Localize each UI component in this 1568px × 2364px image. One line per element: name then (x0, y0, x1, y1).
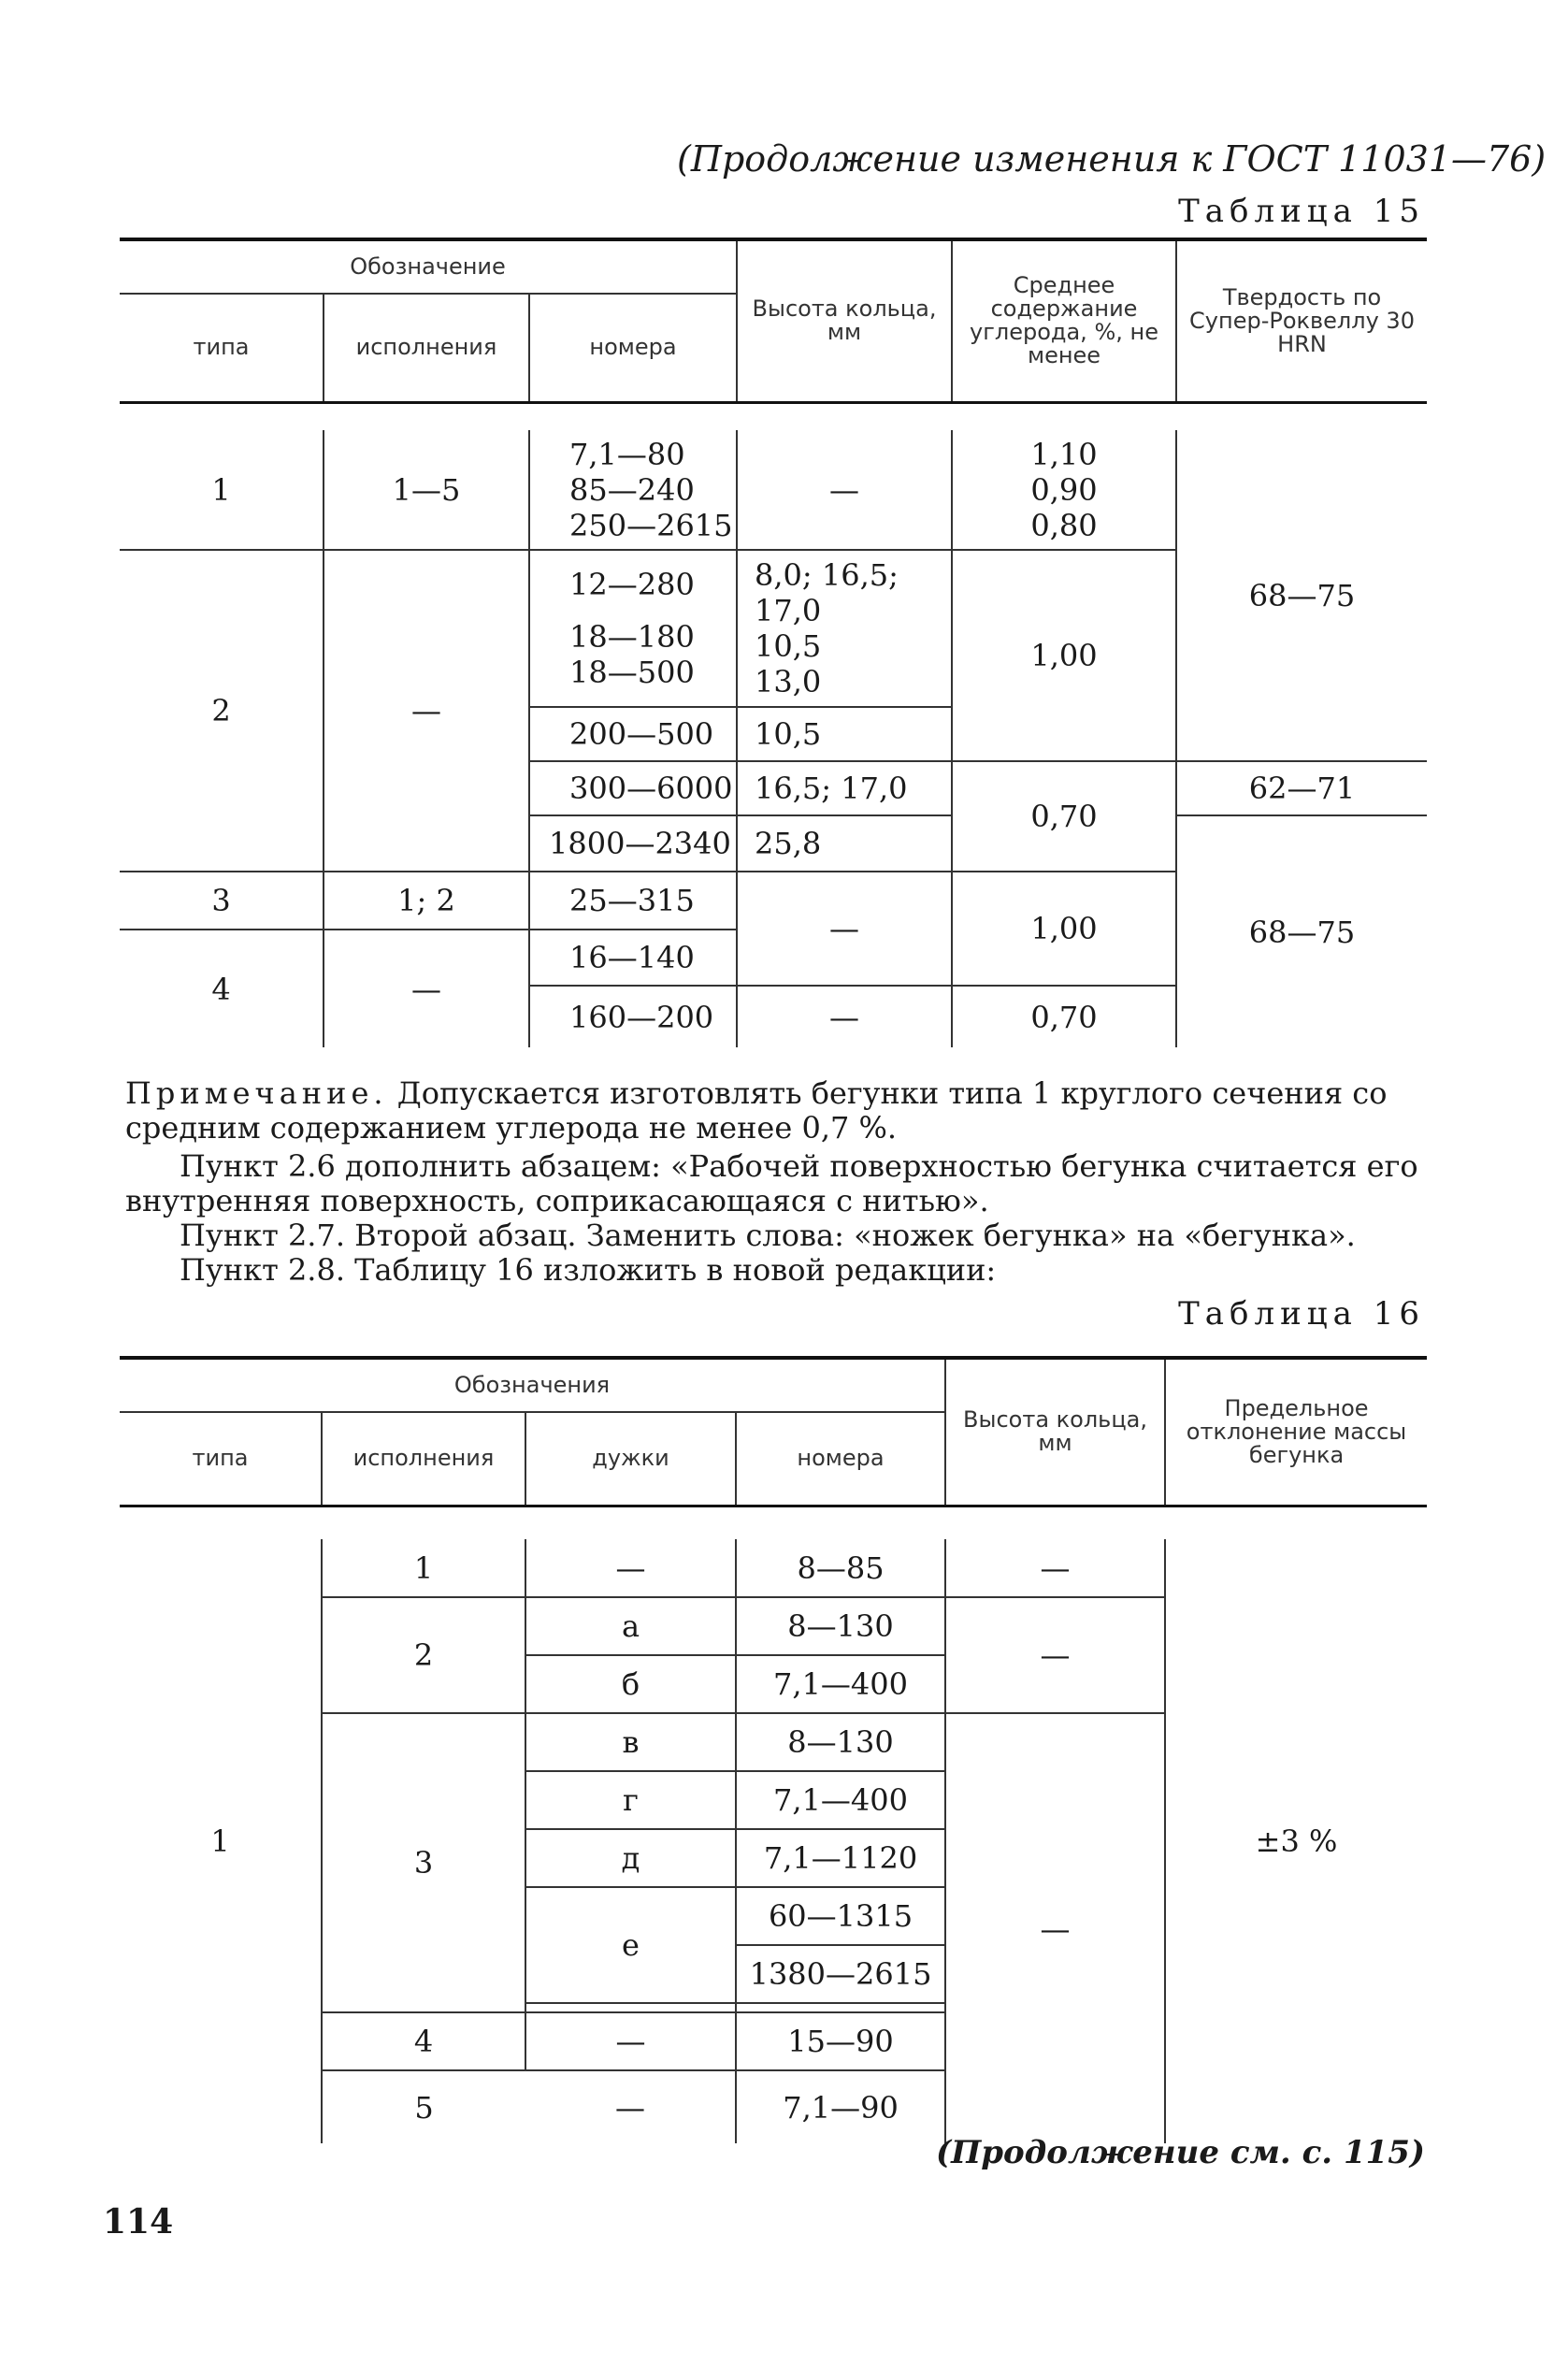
t16-height-1: — (945, 1539, 1165, 1597)
t15-variant-1: 1—5 (324, 430, 529, 550)
page-number: 114 (103, 2202, 174, 2241)
t15-carbon-cell (952, 430, 1176, 550)
header-carbon: Среднее содержание углерода, %, не менее (952, 239, 1176, 402)
t16-number-5: 7,1—400 (736, 1771, 945, 1829)
paragraph-2-6: Пункт 2.6 дополнить абзацем: «Рабочей поверхностью бегунка считается его внутренняя поверхность, соприкасающаяся с нитью». (125, 1148, 1418, 1218)
t16-bow-b: б (525, 1655, 736, 1713)
t15-number-cell (529, 430, 737, 550)
table-cell: 1,10 (1030, 436, 1098, 472)
t16-bow-a: а (525, 1597, 736, 1655)
t16-type-1: 1 (210, 1823, 230, 1859)
header-type: типа (120, 294, 324, 402)
t16-bow-g: г (525, 1771, 736, 1829)
t16-bow-1: — (525, 1539, 736, 1597)
t15-number-4b: 160—200 (529, 986, 737, 1047)
header-ring-height: Высота кольца, мм (737, 239, 952, 402)
header-type: типа (120, 1412, 322, 1506)
t15-number-4a: 16—140 (529, 930, 737, 986)
header-number: номера (736, 1412, 945, 1506)
table-cell: 18—500 (569, 655, 695, 690)
t16-variant-4: 4 (322, 2012, 525, 2070)
t15-variant-3: 1; 2 (324, 872, 529, 930)
t16-number-9: 15—90 (736, 2012, 945, 2070)
table-cell: 7,1—80 (569, 436, 685, 472)
t16-number-7: 60—1315 (736, 1887, 945, 1945)
note-label: Примечание. (125, 1075, 388, 1111)
header-hardness: Твердость по Супер-Роквеллу 30 HRN (1176, 239, 1427, 402)
t16-number-4: 8—130 (736, 1713, 945, 1771)
t15-variant-4: — (324, 930, 529, 1047)
t15-hardness-3: 68—75 (1176, 815, 1427, 1047)
t15-type-3: 3 (120, 872, 324, 930)
t15-variant-2: — (324, 550, 529, 872)
header-number: номера (529, 294, 737, 402)
continuation-header: (Продолжение изменения к ГОСТ 11031—76) (677, 138, 1546, 180)
t15-height-3: — (737, 872, 952, 986)
t16-number-6: 7,1—1120 (736, 1829, 945, 1887)
header-designation: Обозначение (120, 239, 737, 294)
table-cell: 10,5 (755, 628, 822, 664)
t16-number-2: 8—130 (736, 1597, 945, 1655)
table-15 (120, 238, 1427, 1047)
table-cell: 0,90 (1030, 471, 1098, 508)
table-16-caption: Таблица 16 (1178, 1295, 1425, 1333)
continued-note: (Продолжение см. с. 115) (936, 2134, 1425, 2171)
t16-bow-d: д (525, 1829, 736, 1887)
t16-variant-1: 1 (322, 1539, 525, 1597)
t15-carbon-3: 0,70 (952, 761, 1176, 872)
t16-variant-5: 5 (322, 2070, 525, 2143)
t16-bow-v: в (525, 1713, 736, 1771)
table-15-caption: Таблица 15 (1178, 193, 1425, 230)
t15-height-1: — (737, 430, 952, 550)
t15-height-2d: 10,5 (737, 707, 952, 761)
t15-height-2e: 16,5; 17,0 (737, 761, 952, 815)
t16-variant-2: 2 (322, 1597, 525, 1713)
header-deviation: Предельное отклонение массы бегунка (1165, 1358, 1427, 1506)
note-paragraph (125, 1076, 1427, 1146)
paragraph-2-8: Пункт 2.8. Таблицу 16 изложить в новой редакции: (180, 1252, 997, 1288)
t16-number-3: 7,1—400 (736, 1655, 945, 1713)
table-cell: 250—2615 (569, 507, 733, 543)
t15-number-cell (529, 550, 737, 707)
t16-variant-3: 3 (322, 1713, 525, 2012)
header-variant: исполнения (322, 1412, 525, 1506)
t15-hardness-1: 68—75 (1176, 430, 1427, 761)
t15-type-1: 1 (120, 430, 324, 550)
t15-height-4b: — (737, 986, 952, 1047)
table-cell: 18—180 (569, 619, 695, 655)
t15-carbon-5: 0,70 (952, 986, 1176, 1047)
t15-number-2d: 200—500 (529, 707, 737, 761)
t16-number-10: 7,1—90 (736, 2070, 945, 2143)
table-cell: 85—240 (569, 471, 695, 508)
t15-type-2: 2 (120, 550, 324, 872)
t16-bow-4: — (525, 2012, 736, 2070)
t15-carbon-4: 1,00 (952, 872, 1176, 986)
t15-number-2f: 1800—2340 (529, 815, 737, 872)
table-16 (120, 1356, 1427, 2143)
table-cell: 0,80 (1030, 507, 1098, 543)
paragraph-2-7: Пункт 2.7. Второй абзац. Заменить слова: «ножек бегунка» на «бегунка». (180, 1218, 1356, 1253)
t15-number-3: 25—315 (529, 872, 737, 930)
t16-bow-5: — (615, 2089, 645, 2126)
t15-height-2f: 25,8 (737, 815, 952, 872)
header-variant: исполнения (324, 294, 529, 402)
t16-deviation: ±3 % (1165, 1539, 1427, 2143)
note-text: Допускается изготовлять бегунки типа 1 круглого сечения со средним содержанием углерода не менее 0,7 %. (125, 1075, 1388, 1146)
t16-height-2: — (945, 1597, 1165, 1713)
t15-carbon-2: 1,00 (952, 550, 1176, 761)
t16-number-1: 8—85 (736, 1539, 945, 1597)
t16-height-3: — (945, 1713, 1165, 2143)
header-bow: дужки (525, 1412, 736, 1506)
t15-height-cell (737, 550, 952, 707)
table-cell: 8,0; 16,5; 17,0 (755, 557, 899, 628)
table-cell: 12—280 (569, 567, 695, 602)
header-ring-height: Высота кольца, мм (945, 1358, 1165, 1506)
t16-bow-e: е (525, 1887, 736, 2003)
t16-number-8: 1380—2615 (736, 1945, 945, 2003)
t15-number-2e: 300—6000 (529, 761, 737, 815)
table-cell: 13,0 (755, 664, 822, 699)
t15-type-4: 4 (211, 971, 231, 1007)
header-designations: Обозначения (120, 1358, 945, 1412)
t15-hardness-2: 62—71 (1176, 761, 1427, 815)
